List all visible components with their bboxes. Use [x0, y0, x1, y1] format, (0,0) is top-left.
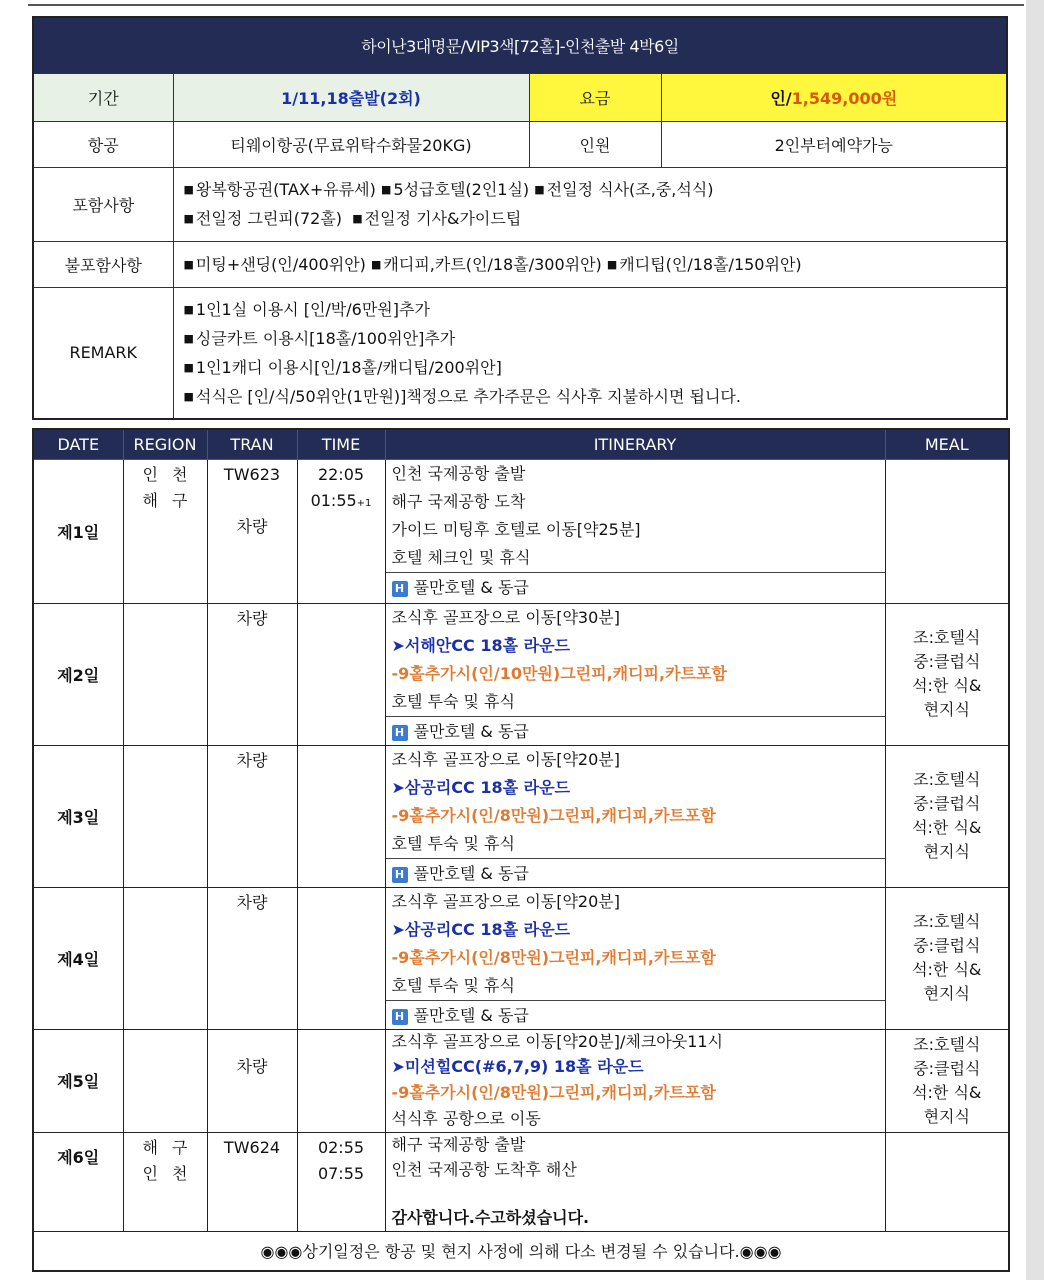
tran-cell — [207, 603, 297, 745]
meal-cell — [885, 887, 1009, 1029]
excluded-item: ■ 캐디피,카트(인/18홀/300위안) — [371, 255, 602, 274]
airline-label: 항공 — [33, 121, 173, 167]
meal-dinner-cont: 현지식 — [923, 700, 970, 719]
hotel-name: 풀만호텔 & 동급 — [413, 863, 529, 883]
tran-cell — [207, 1132, 297, 1231]
header-time: TIME — [297, 429, 385, 459]
itinerary-line — [392, 1183, 879, 1205]
remark-item: ■ 석식은 [인/식/50위안(1만원)]책정으로 추가주문은 식사후 지불하시면 됩니다. — [184, 382, 997, 411]
remark-item: ■ 1인1캐디 이용시[인/18홀/캐디팁/200위안] — [184, 353, 997, 382]
top-divider — [28, 4, 1024, 6]
itinerary-line: 인천 국제공항 출발 — [391, 463, 526, 483]
time-cell — [297, 1029, 385, 1132]
time-cell — [297, 1132, 385, 1231]
transport-type: 차량 — [236, 1056, 268, 1076]
day-label: 제2일 — [33, 603, 123, 745]
tour-document — [32, 16, 1008, 1272]
disclaimer-note: ◉◉◉상기일정은 항공 및 현지 사정에 의해 다소 변경될 수 있습니다.◉◉◉ — [33, 1231, 1009, 1271]
header-date: DATE — [33, 429, 123, 459]
meal-cell — [885, 1132, 1009, 1231]
extra-holes-note: -9홀추가시(인/8만원)그린피,캐디피,카트포함 — [391, 947, 716, 967]
hotel-name: 풀만호텔 & 동급 — [413, 721, 529, 741]
meal-dinner-cont: 현지식 — [923, 1106, 970, 1126]
meal-dinner: 석:한 식& — [912, 960, 982, 979]
meal-lunch: 중:클럽식 — [913, 794, 981, 813]
excluded-item: ■ 미팅+샌딩(인/400위안) — [184, 255, 366, 274]
time-cell — [297, 745, 385, 887]
people-value: 2인부터예약가능 — [661, 121, 1007, 167]
meal-breakfast: 조:호텔식 — [913, 770, 981, 789]
itinerary-line: 조식후 골프장으로 이동[약30분] — [391, 607, 620, 627]
transport-type: 차량 — [236, 750, 268, 770]
region-from: 인천 — [142, 464, 202, 484]
hotel-line — [386, 1000, 885, 1029]
flight-number: TW624 — [223, 1137, 281, 1157]
hotel-name: 풀만호텔 & 동급 — [413, 577, 529, 597]
itinerary-cell — [385, 459, 885, 603]
itinerary-line: 조식후 골프장으로 이동[약20분] — [391, 749, 620, 769]
footer-row — [33, 1231, 1009, 1271]
day-row-3 — [33, 745, 1009, 887]
region-from: 해구 — [142, 1137, 202, 1157]
price-prefix: 인/ — [770, 88, 792, 108]
extra-holes-note: -9홀추가시(인/8만원)그린피,캐디피,카트포함 — [391, 805, 716, 825]
extra-holes-note: -9홀추가시(인/8만원)그린피,캐디피,카트포함 — [391, 1082, 716, 1102]
hotel-icon: H — [392, 867, 408, 883]
next-day-marker: +1 — [356, 497, 372, 509]
excluded-item: ■ 캐디팁(인/18홀/150위안) — [607, 255, 802, 274]
day-label: 제4일 — [33, 887, 123, 1029]
itinerary-cell — [385, 1132, 885, 1231]
tran-cell — [207, 459, 297, 603]
golf-round-line: ➤삼공리CC 18홀 라운드 — [391, 777, 570, 797]
itinerary-line: 해구 국제공항 도착 — [391, 491, 526, 511]
included-label: 포함사항 — [33, 167, 173, 241]
included-list — [173, 167, 1007, 241]
included-item: ■ 전일정 기사&가이드팁 — [352, 209, 521, 228]
meal-dinner-cont: 현지식 — [923, 984, 970, 1003]
day-row-2 — [33, 603, 1009, 745]
meal-dinner-cont: 현지식 — [923, 842, 970, 861]
meal-dinner: 석:한 식& — [912, 818, 982, 837]
meal-cell — [885, 603, 1009, 745]
header-meal: MEAL — [885, 429, 1009, 459]
region-cell — [123, 1029, 207, 1132]
header-tran: TRAN — [207, 429, 297, 459]
included-item: ■ 전일정 식사(조,중,석식) — [534, 180, 713, 199]
airline-value: 티웨이항공(무료위탁수화물20KG) — [173, 121, 529, 167]
itinerary-cell — [385, 745, 885, 887]
itinerary-cell — [385, 1029, 885, 1132]
day-row-6 — [33, 1132, 1009, 1231]
region-cell — [123, 459, 207, 603]
meal-cell — [885, 1029, 1009, 1132]
scrollbar-track[interactable] — [1026, 0, 1044, 1280]
included-item: ■ 전일정 그린피(72홀) — [184, 209, 343, 228]
region-cell — [123, 745, 207, 887]
golf-round-line: ➤서해안CC 18홀 라운드 — [391, 635, 570, 655]
meal-breakfast: 조:호텔식 — [913, 628, 981, 647]
hotel-icon: H — [392, 581, 408, 597]
excluded-list — [173, 241, 1007, 287]
meal-breakfast: 조:호텔식 — [913, 912, 981, 931]
itinerary-cell — [385, 603, 885, 745]
golf-round-line: ➤미션힐CC(#6,7,9) 18홀 라운드 — [391, 1056, 644, 1076]
meal-cell — [885, 459, 1009, 603]
meal-lunch: 중:클럽식 — [913, 652, 981, 671]
itinerary-line: 호텔 투숙 및 휴식 — [391, 833, 515, 853]
time-cell — [297, 459, 385, 603]
itinerary-line: 호텔 체크인 및 휴식 — [391, 547, 531, 567]
header-itinerary: ITINERARY — [385, 429, 885, 459]
transport-type: 차량 — [236, 516, 268, 536]
itinerary-line: 인천 국제공항 도착후 해산 — [391, 1159, 577, 1179]
region-cell — [123, 887, 207, 1029]
itinerary-line: 호텔 투숙 및 휴식 — [391, 975, 515, 995]
region-cell — [123, 1132, 207, 1231]
itinerary-table — [32, 428, 1010, 1272]
remark-item: ■ 1인1실 이용시 [인/박/6만원]추가 — [184, 295, 997, 324]
period-value: 1/11,18출발(2회) — [173, 73, 529, 121]
itinerary-line: 석식후 공항으로 이동 — [391, 1108, 541, 1128]
itinerary-line: 호텔 투숙 및 휴식 — [391, 691, 515, 711]
flight-number: TW623 — [223, 464, 281, 484]
price-value — [661, 73, 1007, 121]
hotel-line — [386, 572, 885, 601]
page-title: 하이난3대명문/VIP3색[72홀]-인천출발 4박6일 — [33, 17, 1007, 73]
itinerary-cell — [385, 887, 885, 1029]
remark-label: REMARK — [33, 287, 173, 419]
hotel-icon: H — [392, 1009, 408, 1025]
arrival-time: 01:55 — [310, 490, 357, 510]
golf-round-line: ➤삼공리CC 18홀 라운드 — [391, 919, 570, 939]
price-label: 요금 — [529, 73, 661, 121]
people-label: 인원 — [529, 121, 661, 167]
transport-type: 차량 — [236, 608, 268, 628]
day-label: 제5일 — [33, 1029, 123, 1132]
region-to: 인천 — [142, 1163, 202, 1183]
meal-lunch: 중:클럽식 — [913, 936, 981, 955]
tran-cell — [207, 745, 297, 887]
summary-table — [32, 16, 1008, 420]
region-to: 해구 — [142, 490, 202, 510]
itinerary-line: 조식후 골프장으로 이동[약20분] — [391, 891, 620, 911]
itinerary-line: 조식후 골프장으로 이동[약20분]/체크아웃11시 — [391, 1031, 724, 1051]
meal-cell — [885, 745, 1009, 887]
day-label: 제3일 — [33, 745, 123, 887]
period-label: 기간 — [33, 73, 173, 121]
transport-type: 차량 — [236, 892, 268, 912]
hotel-icon: H — [392, 725, 408, 741]
day-label: 제1일 — [33, 459, 123, 603]
arrival-time: 07:55 — [317, 1163, 365, 1183]
departure-time: 02:55 — [317, 1137, 365, 1157]
itinerary-line: 해구 국제공항 출발 — [391, 1134, 526, 1154]
tran-cell — [207, 887, 297, 1029]
meal-breakfast: 조:호텔식 — [913, 1034, 981, 1054]
hotel-name: 풀만호텔 & 동급 — [413, 1005, 529, 1025]
closing-message: 감사합니다.수고하셨습니다. — [391, 1207, 590, 1227]
remark-item: ■ 싱글카트 이용시[18홀/100위안]추가 — [184, 324, 997, 353]
extra-holes-note: -9홀추가시(인/10만원)그린피,캐디피,카트포함 — [391, 663, 727, 683]
day-label: 제6일 — [33, 1132, 123, 1231]
day-row-4 — [33, 887, 1009, 1029]
excluded-label: 불포함사항 — [33, 241, 173, 287]
meal-dinner: 석:한 식& — [912, 676, 982, 695]
header-region: REGION — [123, 429, 207, 459]
departure-time: 22:05 — [317, 464, 365, 484]
price-amount: 1,549,000원 — [791, 88, 898, 108]
remark-list — [173, 287, 1007, 419]
included-item: ■ 왕복항공권(TAX+유류세) — [184, 180, 376, 199]
meal-dinner: 석:한 식& — [912, 1082, 982, 1102]
day-row-5 — [33, 1029, 1009, 1132]
itinerary-header-row — [33, 429, 1009, 459]
included-item: ■ 5성급호텔(2인1실) — [381, 180, 529, 199]
region-cell — [123, 603, 207, 745]
hotel-line — [386, 858, 885, 887]
time-cell — [297, 603, 385, 745]
time-cell — [297, 887, 385, 1029]
day-row-1 — [33, 459, 1009, 603]
meal-lunch: 중:클럽식 — [913, 1058, 981, 1078]
hotel-line — [386, 716, 885, 745]
tran-cell — [207, 1029, 297, 1132]
itinerary-line: 가이드 미팅후 호텔로 이동[약25분] — [391, 519, 641, 539]
